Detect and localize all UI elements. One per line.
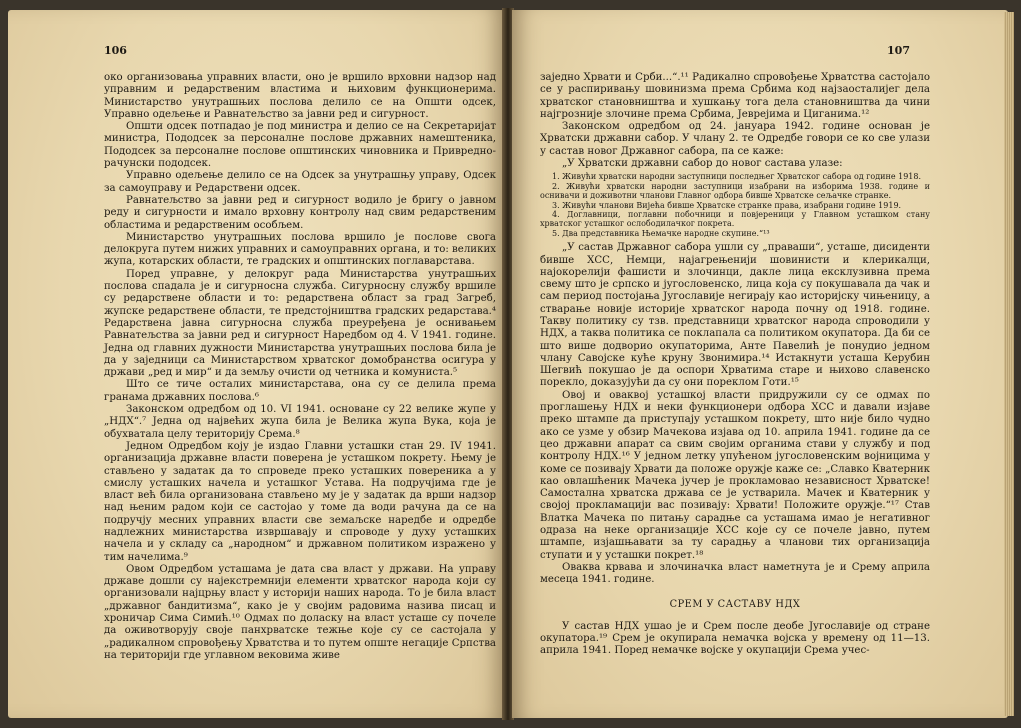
- paragraph: Овом Одредбом усташама је дата сва власт у држави. На управу државе дошли су најекстремнији елементи хрватског народа који су организовали најцрњу власт у историји наших народа. То је била власт „државног бандитизма“, како је у својим радовима назива писац и хроничар Сима Симић.¹⁰ Одмах по доласку на власт усташе су почеле да оживотворују своје панхрватске тежње које су се састојала у „радикалном спровођењу Хрватства и то путем опште негације Српства на територији где углавном вековима живе: [104, 563, 496, 661]
- left-page-number: 106: [104, 44, 127, 57]
- right-page-body: [540, 72, 930, 658]
- section-heading: СРЕМ У САСТАВУ НДХ: [669, 598, 801, 610]
- paragraph: Равнатељство за јавни ред и сигурност водило је бригу о јавном реду и сигурности и имало врховну контролу над свим редарственим областима и редарственим особљем.: [104, 194, 496, 231]
- paragraph: „У Хрватски државни сабор до новог састава улазе:: [562, 158, 843, 170]
- left-page-body: [104, 72, 496, 662]
- paragraph: Управно одељење делило се на Одсек за унутрашњу управу, Одсек за самоуправу и Редарствени одсек.: [104, 170, 496, 194]
- sabor-member-list: [540, 172, 930, 238]
- paragraph: Министарство унутрашњих послова вршило је послове свога делокруга путем нижих управних и самоуправних органа, и то: великих жупа, котарских области, те градских и општинских поглаварстава.: [104, 231, 496, 268]
- paragraph: Овој и оваквој усташкој власти придружили су се одмах по проглашењу НДХ и неки функционери одбора ХСС и давали изјаве преко штампе да приступају усташком покрету, што није било чудно ако се узме у обзир Мачекова изјава од 10. априла 1941. године да се цео државни апарат са свим својим органима стави у службу и под контролу НДХ.¹⁶ У једном летку упућеном југословенским војницима у коме се позивају Хрвати да положе оружје каже се: „Славко Кватерник као овлашћеник Мачека јучер је прокламовао независност Хрватске! Самостална хрватска држава се је устварила. Мачек и Кватерник у својој прокламацији вас позивају: Хрвати! Положите оружје.“¹⁷ Став Влатка Мачека по питању сарадње са усташама имао је негативног одраза на неке организације ХСС које су се почеле јавно, путем штампе, изјашњавати за ту сарадњу а чланови тих организација ступати и у усташки покрет.¹⁸: [540, 389, 930, 561]
- paragraph: заједно Хрвати и Срби...“.¹¹ Радикално спровођење Хрватства састојало се у распиривању шовинизма према Србима код најзаосталијег дела хрватског становништва и хушкању тога дела становништва да чини најгрозније злочине према Србима, Јеврејима и Циганима.¹²: [540, 72, 930, 120]
- paragraph: Законском одредбом од 24. јануара 1942. године основан је Хрватски државни сабор. У члану 2. те Одредбе говори се ко све улази у састав новог Државног сабора, па се каже:: [540, 121, 930, 157]
- list-item: 4. Доглавници, поглавни побочници и повјереници у Главном усташком стану хрватског усташког ослободилачког покрета.: [540, 210, 930, 229]
- right-page: [512, 10, 1008, 718]
- paragraph: Законском одредбом од 10. VI 1941. основане су 22 велике жупе у „НДХ“.⁷ Једна од највећих жупа била је Велика жупа Вука, која је обухватала целу територију Срема.⁸: [104, 404, 496, 440]
- paragraph: Једном Одредбом коју је издао Главни усташки стан 29. IV 1941. организација државне власти поверена је усташком покрету. Њему је стављено у задатак да то спроведе преко усташких повереника а у смислу усташких начела и усташког Устава. На подручјима где је власт већ била организована стављено му је у задатак да врши надзор над њеним радом који се састојао у томе да води рачуна да се на подручју месних управних власти све земаљске наредбе и одредбе надлежних министарства извршавају и спроводе у духу усташких начела и у складу са „народном“ и државном политиком изражено у тим начелима.⁹: [104, 440, 496, 563]
- list-item: 2. Живући хрватски народни заступници изабрани на изборима 1938. године и оснивачи и доживотни чланови Главног одбора бивше Хрватске сељачке странке.: [540, 181, 930, 201]
- right-page-number: 107: [887, 44, 910, 57]
- paragraph: Општи одсек потпадао је под министра и делио се на Секретаријат министра, Пододсек за персоналне послове државних намештеника, Пододсек за персоналне послове општинских чиновника и Привредно-рачунски пододсек.: [104, 121, 496, 170]
- page-edges: [1004, 12, 1014, 716]
- paragraph: „У састав Државног сабора ушли су „праваши“, усташе, дисиденти бивше ХСС, Немци, најагрењенији шовинисти и клерикалци, најокорелији фашисти и злочинци, дакле лица ексклузивна према свему што је српско и југословенско, лица која су покушавала да чак и сам период постојања Југославије негирају као историјску чињеницу, а стварање новије историје хрватског народа почну од 1918. године. Такву политику су тзв. представници хрватског народа спроводили у НДХ, а таква политика се поклапала са политиком окупатора. Да би се што више додворио окупаторима, Анте Павелић је понудио једном члану Савојске куће круну Звонимира.¹⁴ Истакнути усташа Керубин Шегвић покушао је да оспори Хрватима старе и њихово славенско порекло, доказујући да су они пореклом Готи.¹⁵: [540, 242, 930, 389]
- list-item: 1. Живући хрватски народни заступници последњег Хрватског сабора од године 1918.: [552, 172, 922, 182]
- list-item: 3. Живући чланови Вијећа бивше Хрватске странке права, изабрани године 1919.: [552, 200, 902, 210]
- paragraph: Поред управне, у делокруг рада Министарства унутрашњих послова спадала је и сигурносна служба. Сигурносну службу вршиле су редарствене области и то: редарствена област за град Загреб, жупске редарствене области, те предстојништва градских редарстава.⁴ Редарствена јавна сигурносна служба преуређена је оснивањем Равнатељства за јавни ред и сигурност Наредбом од 4. V 1941. године. Једна од главних дужности Министарства унутрашњих послова била је да у заједници са Министарством хрватског домобранства осигура у држави „ред и мир“ и да земљу очисти од четника и комуниста.⁵: [104, 268, 496, 379]
- paragraph: У састав НДХ ушао је и Срем после деобе Југославије од стране окупатора.¹⁹ Срем је окупирала немачка војска у времену од 11—13. априла 1941. Поред немачке војске у окупацији Срема учес-: [540, 620, 930, 657]
- paragraph: око организовања управних власти, оно је вршило врховни надзор над управним и редарственим властима и њиховим функционерима. Министарство унутрашњих послова делило се на Општи одсек, Управно одељење и Равнатељство за јавни ред и сигурност.: [104, 72, 496, 120]
- left-page: [8, 10, 504, 718]
- paragraph: Што се тиче осталих министарстава, она су се делила према гранама државних послова.⁶: [104, 379, 496, 403]
- paragraph: Оваква крвава и злочиначка власт наметнута је и Срему априла месеца 1941. године.: [540, 561, 930, 586]
- list-item: 5. Два представника Њемачке народне скупине.“¹³: [552, 228, 770, 238]
